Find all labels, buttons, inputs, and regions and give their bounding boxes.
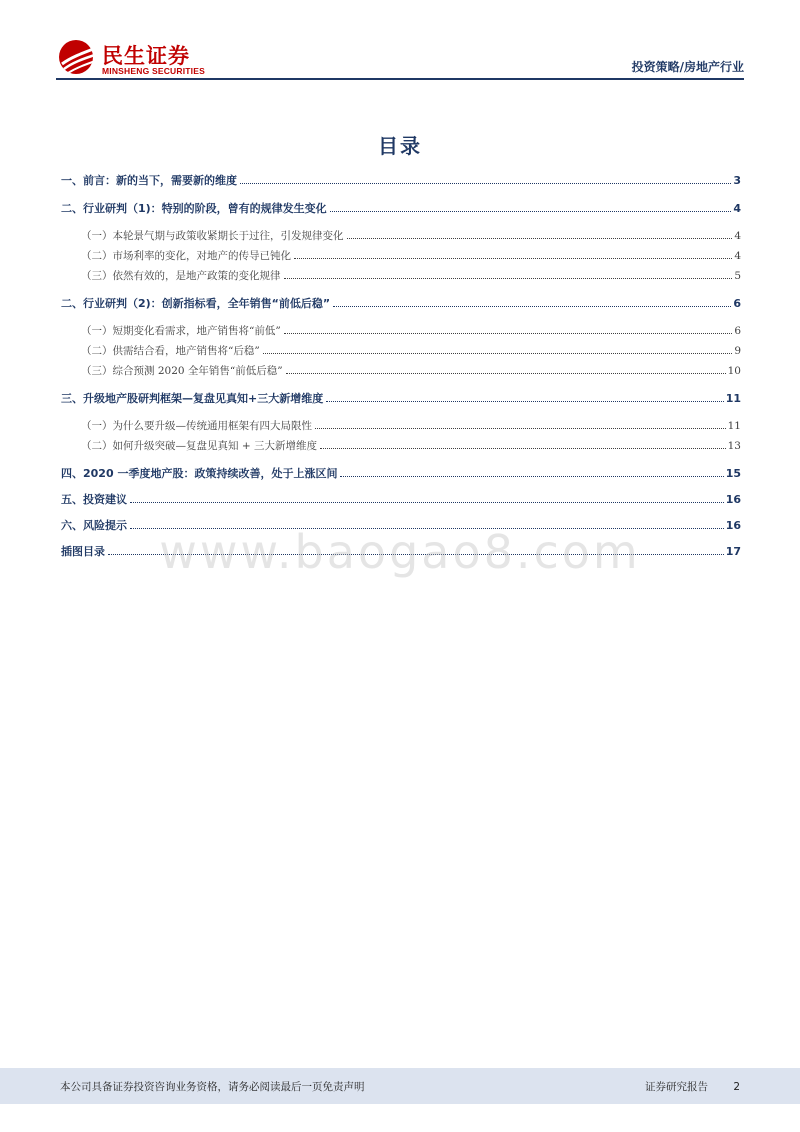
toc-entry-label: （一）为什么要升级—传统通用框架有四大局限性 [81, 420, 312, 432]
page-footer [0, 1068, 800, 1104]
toc-entry-page: 4 [734, 250, 741, 262]
toc-subsection-entry[interactable] [61, 249, 741, 263]
logo-text-cn: 民生证券 [102, 44, 190, 68]
toc-entry-page: 10 [727, 365, 741, 377]
toc-section-entry[interactable] [61, 493, 741, 507]
toc-leader-dots [330, 210, 732, 212]
toc-entry-page: 15 [725, 467, 741, 480]
toc-section-entry[interactable] [61, 519, 741, 533]
page-number: 2 [733, 1081, 740, 1093]
toc-entry-label: （三）依然有效的，是地产政策的变化规律 [81, 270, 281, 282]
toc-section-entry[interactable] [61, 202, 741, 216]
page-title: 目录 [378, 134, 422, 158]
toc-entry-label: 六、风险提示 [61, 519, 127, 532]
toc-entry-page: 9 [734, 345, 741, 357]
toc-entry-label: 二、行业研判（1)：特别的阶段，曾有的规律发生变化 [61, 202, 327, 215]
page-header [0, 0, 800, 82]
minsheng-logo-icon [56, 38, 100, 76]
toc-subsection-entry[interactable] [61, 229, 741, 243]
watermark: www.baogao8.com [159, 525, 641, 579]
toc-leader-dots [347, 237, 733, 239]
toc-entry-page: 3 [733, 174, 741, 187]
toc-subsection-entry[interactable] [61, 269, 741, 283]
toc-entry-page: 16 [725, 519, 741, 532]
toc-entry-page: 11 [725, 392, 741, 405]
toc-entry-page: 6 [733, 297, 741, 310]
toc-entry-label: 四、2020 一季度地产股：政策持续改善，处于上涨区间 [61, 467, 338, 480]
toc-entry-label: 五、投资建议 [61, 493, 127, 506]
toc-leader-dots [286, 372, 726, 374]
logo-text-en: MINSHENG SECURITIES [102, 66, 205, 76]
toc-leader-dots [320, 447, 726, 449]
toc-leader-dots [284, 277, 733, 279]
toc-entry-page: 11 [727, 420, 741, 432]
toc-entry-label: （三）综合预测 2020 全年销售“前低后稳” [81, 365, 283, 377]
toc-entry-page: 4 [734, 230, 741, 242]
toc-leader-dots [130, 501, 724, 503]
toc-leader-dots [130, 527, 724, 529]
toc-section-entry[interactable] [61, 174, 741, 188]
toc-leader-dots [108, 553, 724, 555]
toc-entry-label: 三、升级地产股研判框架—复盘见真知+三大新增维度 [61, 392, 324, 405]
toc-entry-label: （二）供需结合看，地产销售将“后稳” [81, 345, 260, 357]
footer-report-type: 证券研究报告 [644, 1081, 708, 1093]
toc-subsection-entry[interactable] [61, 324, 741, 338]
toc-section-entry[interactable] [61, 297, 741, 311]
toc-leader-dots [240, 182, 731, 184]
toc-leader-dots [333, 305, 731, 307]
toc-leader-dots [340, 475, 723, 477]
toc-leader-dots [315, 427, 726, 429]
toc-subsection-entry[interactable] [61, 439, 741, 453]
toc-leader-dots [326, 400, 723, 402]
toc-entry-label: 插图目录 [61, 545, 105, 558]
footer-disclaimer: 本公司具备证券投资咨询业务资格，请务必阅读最后一页免责声明 [60, 1081, 365, 1093]
toc-subsection-entry[interactable] [61, 344, 741, 358]
toc-entry-page: 17 [725, 545, 741, 558]
toc-entry-label: 一、前言：新的当下，需要新的维度 [61, 174, 237, 187]
toc-entry-label: 二、行业研判（2)：创新指标看，全年销售“前低后稳” [61, 297, 331, 310]
toc-entry-label: （一）短期变化看需求，地产销售将“前低” [81, 325, 281, 337]
toc-entry-label: （二）市场利率的变化，对地产的传导已钝化 [81, 250, 291, 262]
header-divider [56, 78, 744, 80]
toc-leader-dots [263, 352, 733, 354]
toc-entry-page: 6 [734, 325, 741, 337]
toc-entry-label: （二）如何升级突破—复盘见真知 + 三大新增维度 [81, 440, 317, 452]
report-category: 投资策略/房地产行业 [631, 60, 744, 74]
toc-section-entry[interactable] [61, 467, 741, 481]
toc-leader-dots [284, 332, 733, 334]
toc-section-entry[interactable] [61, 545, 741, 559]
toc-entry-page: 16 [725, 493, 741, 506]
toc-entry-page: 4 [733, 202, 741, 215]
toc-leader-dots [294, 257, 732, 259]
toc-entry-page: 13 [727, 440, 741, 452]
footer-meta [645, 1079, 740, 1094]
toc-subsection-entry[interactable] [61, 364, 741, 378]
toc-section-entry[interactable] [61, 392, 741, 406]
toc-entry-page: 5 [734, 270, 741, 282]
toc-entry-label: （一）本轮景气期与政策收紧期长于过往，引发规律变化 [81, 230, 344, 242]
toc-subsection-entry[interactable] [61, 419, 741, 433]
company-logo [56, 38, 206, 78]
